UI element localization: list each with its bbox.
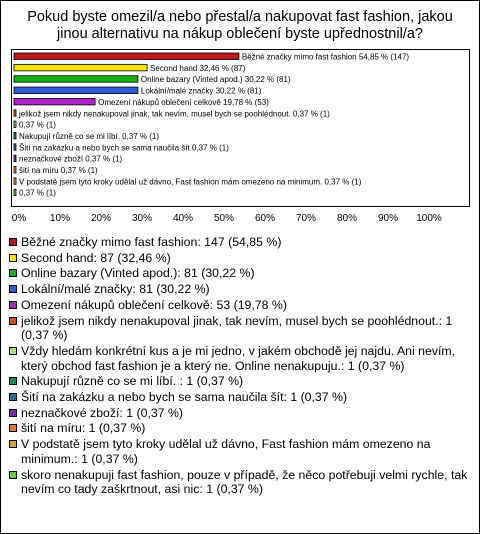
x-tick-label: 50% (213, 213, 235, 224)
x-tick-label: 10% (49, 213, 71, 224)
legend-label: neznačkové zboží: 1 (0,37 %) (21, 405, 183, 420)
legend-label: V podstatě jsem tyto kroky udělal už dávno, Fast fashion mám omezeno na minimum.: 1 (0,37 %) (21, 437, 431, 466)
legend-swatch (9, 238, 17, 246)
bar-label-9: neznačkové zboží 0,37 % (1) (19, 154, 123, 164)
legend-label: Šití na zakázku a nebo bych se sama naučila šít: 1 (0,37 %) (21, 390, 348, 405)
bar-11 (14, 178, 16, 185)
bar-8 (14, 144, 16, 151)
legend-label: šití na míru: 1 (0,37 %) (21, 421, 146, 436)
bar-3 (14, 87, 138, 94)
legend-label: Second hand: 87 (32,46 %) (21, 250, 171, 265)
x-tick-label: 100% (416, 213, 442, 224)
x-axis (1, 213, 479, 229)
legend-label: Běžné značky mimo fast fashion: 147 (54,85 %) (21, 235, 282, 249)
bar-label-11: V podstatě jsem tyto kroky udělal už dávno, Fast fashion mám omezeno na minimum. 0,37 % (1) (19, 177, 362, 187)
bar-label-6: 0,37 % (1) (19, 120, 56, 130)
x-tick-label: 70% (295, 213, 317, 224)
legend-swatch (9, 269, 17, 277)
x-tick-label: 90% (377, 213, 399, 224)
x-tick-label: 40% (172, 213, 194, 224)
bar-label-2: Online bazary (Vinted apod.) 30,22 % (81) (140, 75, 291, 85)
x-tick-label: 80% (336, 213, 358, 224)
legend-label: Lokální/malé značky: 81 (30,22 %) (21, 282, 210, 297)
x-tick-label: 30% (131, 213, 153, 224)
bar-12 (14, 189, 16, 196)
legend-item (9, 421, 469, 436)
legend-item (9, 344, 469, 373)
legend-label: Vždy hledám konkrétní kus a je mi jedno, v jakém obchodě jej najdu. Ani nevím, který obchod fast fashion je a který ne. Online nenakupuju.: 1 (0,37 %) (21, 343, 456, 373)
legend-item (9, 437, 469, 466)
legend-label: Nakupují různě co se mi líbí. : 1 (0,37 %) (21, 374, 244, 389)
legend-swatch (9, 424, 17, 432)
legend-item (9, 251, 469, 266)
bar-label-3: Lokální/malé značky 30,22 % (81) (140, 86, 262, 96)
bars-svg (12, 50, 469, 206)
chart-title: Pokud byste omezil/a nebo přestal/a nakupovat fast fashion, jakou jinou alternativu na nákup oblečení byste upřednostnil/a? (27, 9, 453, 42)
legend-item (9, 282, 469, 297)
bar-label-1: Second hand 32,46 % (87) (150, 63, 246, 73)
legend-label: Online bazary (Vinted apod.): 81 (30,22 %) (21, 266, 255, 281)
bar-9 (14, 155, 16, 162)
bar-label-7: Nakupují různě co se mi líbí. 0,37 % (1) (19, 131, 160, 141)
legend-swatch (9, 409, 17, 417)
legend-swatch (9, 254, 17, 262)
legend-swatch (9, 377, 17, 385)
legend-swatch (9, 347, 17, 355)
legend (9, 235, 469, 498)
legend-label: skoro nenakupuji fast fashion, pouze v případě, že něco potřebuji velmi rychle, tak nevím co tady zaškrtnout, asi nic: 1 (0,37 %) (21, 467, 468, 497)
legend-label: Omezení nákupů oblečení celkově: 53 (19,78 %) (21, 297, 287, 312)
bar-7 (14, 132, 16, 139)
bar-label-5: jelikož jsem nikdy nenakupoval jinak, tak nevím, musel bych se poohlédnout. 0,37 % (1) (19, 109, 330, 119)
bar-2 (14, 76, 138, 83)
bar-4 (14, 98, 95, 105)
bar-6 (14, 121, 16, 128)
bar-10 (14, 167, 16, 174)
legend-item (9, 314, 469, 343)
bar-5 (14, 110, 16, 117)
legend-swatch (9, 471, 17, 479)
bar-label-4: Omezení nákupů oblečení celkově 19,78 % (53) (98, 97, 269, 107)
legend-swatch (9, 301, 17, 309)
legend-item (9, 266, 469, 281)
legend-swatch (9, 393, 17, 401)
bar-label-8: Šití na zakázku a nebo bych se sama naučila šít 0,37 % (1) (19, 143, 229, 153)
x-tick-label: 60% (254, 213, 276, 224)
x-tick-label: 0% (11, 213, 27, 224)
bar-0 (14, 53, 239, 60)
legend-swatch (9, 440, 17, 448)
plot-area (11, 49, 470, 207)
legend-item (9, 374, 469, 389)
legend-item (9, 390, 469, 405)
legend-item (9, 468, 469, 497)
legend-swatch (9, 317, 17, 325)
legend-swatch (9, 285, 17, 293)
bar-label-0: Běžné značky mimo fast fashion 54,85 % (147) (241, 52, 410, 62)
bar-label-12: 0,37 % (1) (19, 188, 56, 198)
bar-1 (14, 64, 147, 71)
legend-item (9, 298, 469, 313)
legend-item (9, 406, 469, 421)
bar-label-10: šití na míru 0,37 % (1) (19, 166, 98, 175)
legend-item (9, 235, 469, 250)
legend-label: jelikož jsem nikdy nenakupoval jinak, tak nevím, musel bych se poohlédnout.: 1 (0,37 %) (21, 313, 453, 343)
x-tick-label: 20% (90, 213, 112, 224)
